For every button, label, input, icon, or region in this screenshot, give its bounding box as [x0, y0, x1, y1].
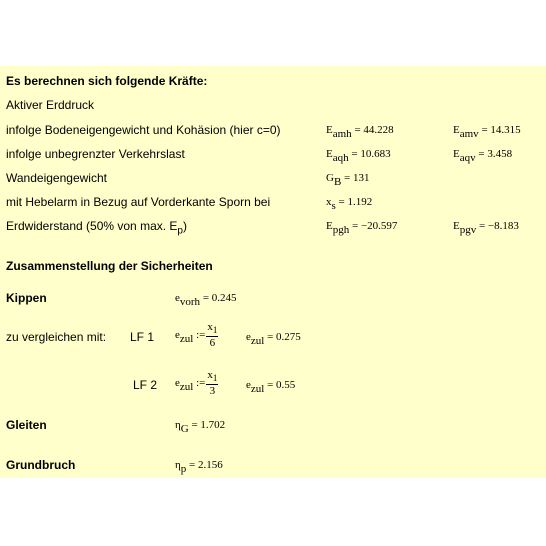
compare-label: zu vergleichen mit: — [6, 330, 107, 344]
eta-g-value: $\eta_G = 1.702$ — [175, 419, 226, 435]
e-pgv-value: $E_{pgv} = -8.183$ — [453, 220, 519, 236]
lever-arm-label: mit Hebelarm in Bezug auf Vorderkante Sporn bei — [6, 195, 271, 209]
e-zul-lf1-definition: $e_{zul}$ := $\frac{x_1}{6}$ — [175, 321, 218, 349]
gleiten-label: Gleiten — [6, 418, 47, 432]
passive-resistance-label: Erdwiderstand (50% von max. $E_p$) — [6, 219, 187, 237]
lf2-fraction: $\frac{x_1}{3}$ — [207, 369, 218, 397]
traffic-load-label: infolge unbegrenzter Verkehrslast — [6, 147, 185, 161]
forces-heading: Es berechnen sich folgende Kräfte: — [6, 74, 208, 88]
kippen-label: Kippen — [6, 291, 47, 305]
wall-weight-label: Wandeigengewicht — [6, 171, 107, 185]
lf2-label: LF 2 — [133, 378, 158, 392]
lf1-fraction: $\frac{x_1}{6}$ — [207, 321, 218, 349]
e-zul-lf2-definition: $e_{zul}$ := $\frac{x_1}{3}$ — [175, 369, 218, 397]
e-amv-value: $E_{amv} = 14.315$ — [453, 124, 521, 140]
active-earth-pressure-label: Aktiver Erddruck — [6, 98, 95, 112]
e-vorh-value: $e_{vorh} = 0.245$ — [175, 292, 237, 308]
eta-p-value: $\eta_p = 2.156$ — [175, 459, 223, 475]
e-pgh-value: $E_{pgh} = -20.597$ — [326, 220, 398, 236]
g-b-value: $G_B = 131$ — [326, 172, 370, 188]
e-amh-value: $E_{amh} = 44.228$ — [326, 124, 394, 140]
e-zul-lf2-value: $e_{zul} = 0.55$ — [246, 379, 296, 395]
grundbruch-label: Grundbruch — [6, 458, 76, 472]
x-s-value: $x_s = 1.192$ — [326, 196, 373, 212]
e-zul-lf1-value: $e_{zul} = 0.275$ — [246, 331, 301, 347]
soil-weight-label: infolge Bodeneigengewicht und Kohäsion (hier c=0) — [6, 123, 281, 137]
e-aqh-value: $E_{aqh} = 10.683$ — [326, 148, 391, 164]
e-aqv-value: $E_{aqv} = 3.458$ — [453, 148, 513, 164]
lf1-label: LF 1 — [130, 330, 155, 344]
safety-heading: Zusammenstellung der Sicherheiten — [6, 259, 213, 273]
